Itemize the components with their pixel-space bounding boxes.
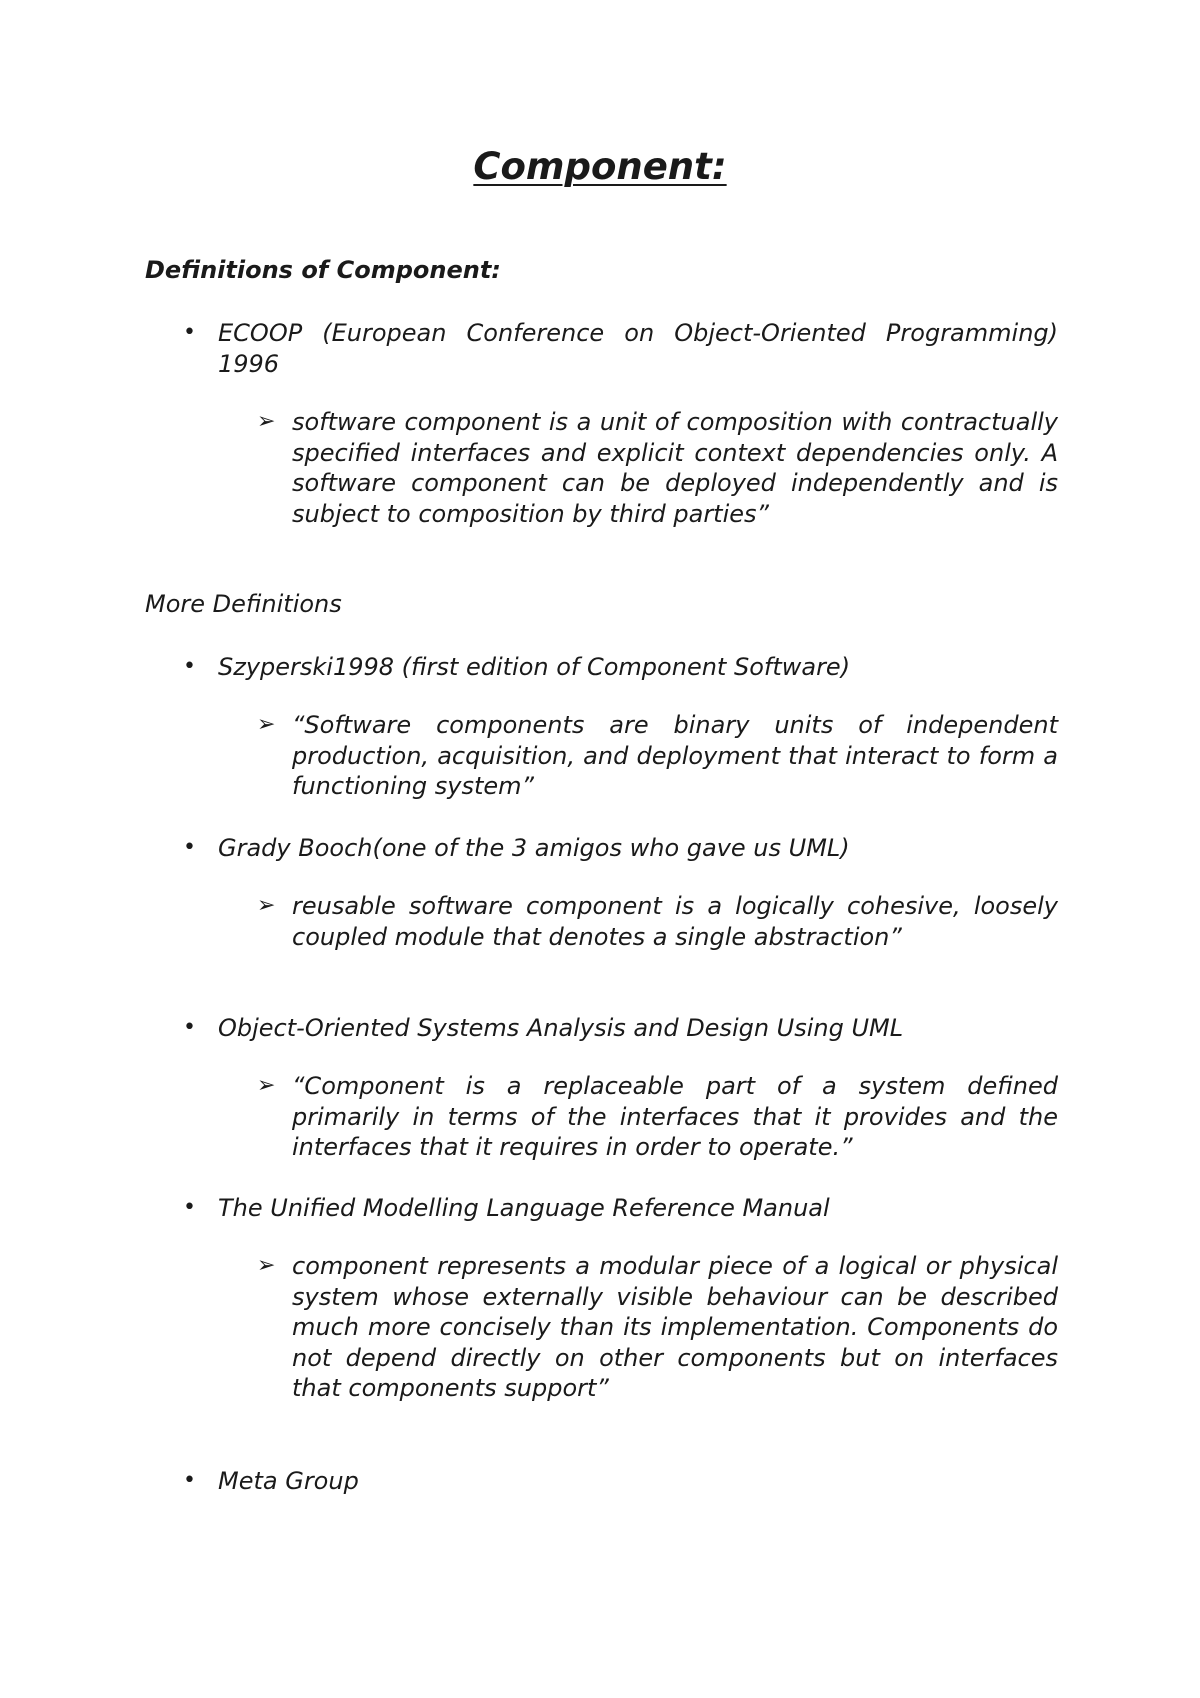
definition-quote: software component is a unit of composition with contractually specified interfaces and explicit context dependencies only. A software component can be deployed independently and is subject to composition by third parties”	[292, 408, 1058, 528]
list-item	[257, 1071, 1058, 1163]
bullet-icon: •	[183, 654, 196, 679]
bullet-icon: •	[183, 1195, 196, 1220]
definition-quote: component represents a modular piece of a logical or physical system whose externally visible behaviour can be described much more concisely than its implementation. Components do not depend directly on other components but on interfaces that components support”	[292, 1252, 1058, 1402]
definition-source: The Unified Modelling Language Reference Manual	[218, 1194, 830, 1222]
list-item	[257, 891, 1058, 952]
arrow-bullet-icon: ➢	[257, 1253, 276, 1278]
list-item	[257, 1251, 1058, 1404]
definition-source: ECOOP (European Conference on Object-Oriented Programming) 1996	[218, 319, 1058, 378]
definition-source: Szyperski1998 (first edition of Component Software)	[218, 653, 851, 681]
list-item	[183, 833, 1058, 864]
list-item	[183, 1013, 1058, 1044]
list-item	[183, 1193, 1058, 1224]
definition-quote: “Software components are binary units of independent production, acquisition, and deployment that interact to form a functioning system”	[292, 711, 1058, 800]
page-title: Component:	[473, 145, 727, 188]
arrow-bullet-icon: ➢	[257, 1073, 276, 1098]
list-item	[257, 407, 1058, 529]
definitions-heading: Definitions of Component:	[145, 256, 501, 284]
bullet-icon: •	[183, 1468, 196, 1493]
list-item	[183, 318, 1058, 379]
bullet-icon: •	[183, 835, 196, 860]
arrow-bullet-icon: ➢	[257, 409, 276, 434]
definition-source: Meta Group	[218, 1467, 359, 1495]
definition-source: Object-Oriented Systems Analysis and Design Using UML	[218, 1014, 904, 1042]
list-item	[183, 1466, 1058, 1497]
list-item	[257, 710, 1058, 802]
more-definitions-heading: More Definitions	[145, 590, 342, 618]
list-item	[183, 652, 1058, 683]
arrow-bullet-icon: ➢	[257, 712, 276, 737]
bullet-icon: •	[183, 1015, 196, 1040]
definition-quote: reusable software component is a logically cohesive, loosely coupled module that denotes a single abstraction”	[292, 892, 1058, 951]
bullet-icon: •	[183, 320, 196, 345]
definition-source: Grady Booch(one of the 3 amigos who gave us UML)	[218, 834, 850, 862]
arrow-bullet-icon: ➢	[257, 893, 276, 918]
definition-quote: “Component is a replaceable part of a system defined primarily in terms of the interfaces that it provides and the interfaces that it requires in order to operate.”	[292, 1072, 1058, 1161]
